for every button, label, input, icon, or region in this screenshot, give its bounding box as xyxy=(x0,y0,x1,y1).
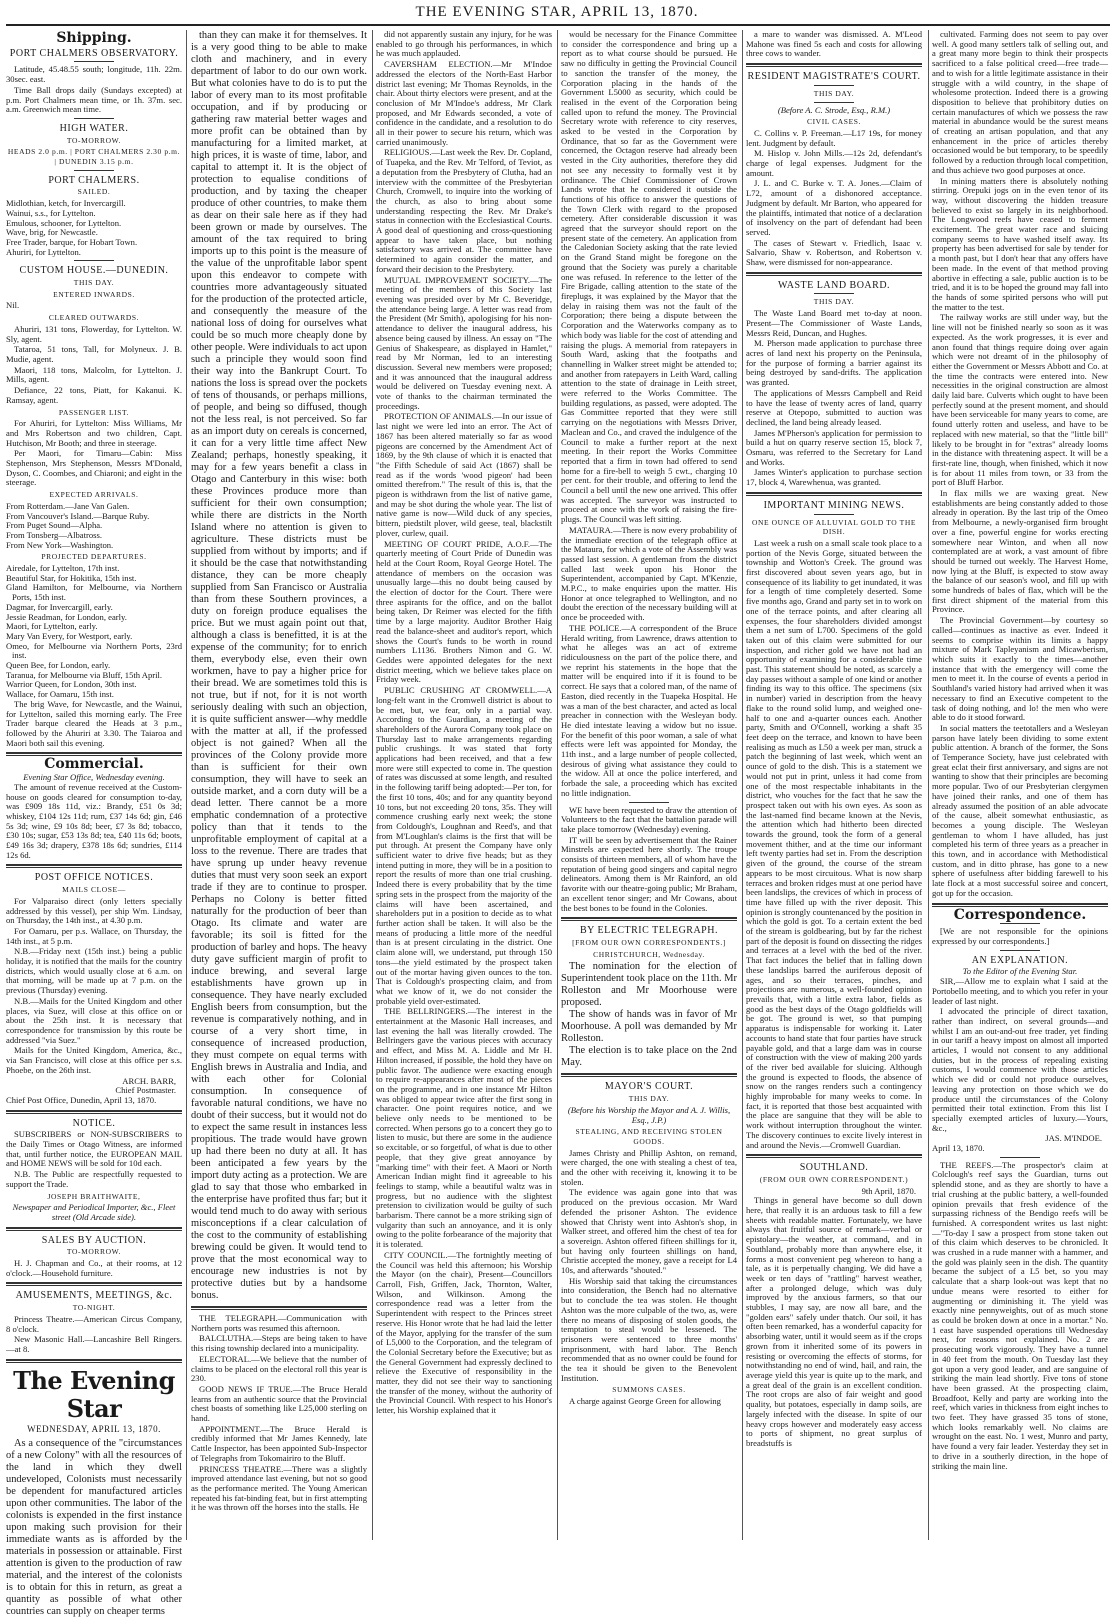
short-rule xyxy=(814,293,854,294)
section-subheading: PROJECTED DEPARTURES. xyxy=(41,552,147,562)
article-paragraph: H. J. Chapman and Co., at their rooms, at 12 o'clock.—Household furniture. xyxy=(6,1258,182,1278)
section-heading: WASTE LAND BOARD. xyxy=(777,279,891,291)
article-paragraph: MATAURA.—There is now every probability of the immediate erection of the telegraph office at the Mataura, for which a vote of the Assembly was passed last session. A gentleman from the district called last week upon his Honor the Superintendent, accompanied by Capt. M'Kenzie, M.P.C., to make enquiries upon the matter. His Honor at once telegraphed to Wellington, and no doubt the erection of the necessary building will at once be proceeded with. xyxy=(561,524,737,623)
list-line: Wave, brig, for Newcastle. xyxy=(6,227,98,238)
article-paragraph: For Oamaru, per p.s. Wallace, on Thursday, the 14th inst., at 5 p.m. xyxy=(6,925,182,946)
article-paragraph: M. Hislop v. John Mills.—12s 2d, defendant's charge of legal expenses. Judgment for the amount. xyxy=(746,148,922,178)
article-paragraph: Defiance, 22 tons, Piatt, for Kakanui. K. Ramsay, agent. xyxy=(6,385,182,405)
article-paragraph: New Masonic Hall.—Lancashire Bell Ringers.—at 8. xyxy=(6,1334,182,1354)
short-rule xyxy=(74,61,114,62)
section-subheading: STEALING, AND RECEIVING STOLEN GOODS. xyxy=(575,1127,723,1146)
section-subheading: ONE OUNCE OF ALLUVIAL GOLD TO THE DISH. xyxy=(751,517,917,537)
column-1 xyxy=(6,30,182,1618)
short-rule xyxy=(1000,1157,1040,1158)
article-paragraph: did not apparently sustain any injury, for he was enabled to go through his performances, in which he was much applauded. xyxy=(376,29,552,59)
list-line: Airedale, for Lyttelton, 17th inst. xyxy=(6,563,120,574)
list-line: Chief Post Office, Dunedin, April 13, 1870. xyxy=(6,1094,157,1105)
article-paragraph: Things in general have become so dull down here, that really it is an arduous task to fill a few sheets with readable matter. Fortunately, we have always that fruitful source of remark—verbal or epistolary—the weather, at command, and in Southland, probably more than anywhere else, it forms a most convenient peg whereon to hang a tale, as it is perpetually changing. We did have a week or ten days of "rattling" harvest weather, after a prolonged deluge, which was duly improved by the anxious farmers, so that our stubbles, I may say, are now all bare, and the "golden ears" safely under thatch. Our soil, it has often been remarked, has a wonderful capacity for absorbing water, until it would seem as if the crops grown from it inherited some of its powers in resisting or overcoming the effects of storms, for notwithstanding no end of wind, hail, and rain, the average yield this year is quite up to the mark, and a great deal of the grain is an excellent condition. The root crops are also of fair weight and good quality, but potatoes, especially in damp soils, are largely infected with the disease. In spite of our heavy crops however and moderately easy access to ports of shipment, no great surplus of breadstuffs is xyxy=(746,1195,922,1448)
section-subheading: SAILED. xyxy=(77,187,111,197)
section-subheading: CIVIL CASES. xyxy=(806,117,861,127)
article-paragraph: M. Pherson made application to purchase three acres of land next his property on the Peninsula, for the purpose of forming a barrier against its being destroyed by sand-drifts. The application was granted. xyxy=(746,338,922,388)
italic-line: Newspaper and Periodical Importer, &c., Fleet street (Old Arcade side). xyxy=(12,1202,176,1222)
article-paragraph: Per Maori, for Timaru—Cabin: Miss Stephenson, Mrs Stephenson, Messrs M'Donald, Dyson, C. Coombes, and Chiaroni; and eight in the steerage. xyxy=(6,448,182,488)
section-subheading: EXPECTED ARRIVALS. xyxy=(49,490,139,500)
section-divider xyxy=(932,903,1108,907)
section-heading: POST OFFICE NOTICES. xyxy=(34,872,154,884)
article-paragraph: Mails for the United Kingdom, America, &c., via San Francisco, will close at this office per s.s. Phoebe, on the 26th inst. xyxy=(6,1045,182,1075)
italic-line: (Before A. C. Strode, Esq., R.M.) xyxy=(777,104,891,115)
list-line: Gland Hamilton, for Melbourne, via Northern Ports, 15th inst. xyxy=(6,582,182,603)
blackletter-heading: Correspondence. xyxy=(953,906,1087,923)
article-paragraph: THE BELLRINGERS.—The interest in the entertainment at the Masonic Hall increases, and last evening the hall was literally crowded. The Bellringers gave the various pieces with accuracy and effect, and Miss M. A. Liddle and Mr H. Hilton increased, if possible, the hold they have on public favor. The audience were exacting enough to require re-appearances after most of the pieces on the programme, and in one instance Mr Hilton was obliged to appear twice after the first song in character. One point requires notice, and we believe only needs to be mentioned to be corrected. When persons go to a concert they go to listen to music, but there are some in the audience so excitable, or so forgetful, of what is due to other people, that they give great annoyance by "marking time" with their feet. A Maori or North American Indian might find it agreeable to his feelings to stamp, while a beautiful waltz was in progress, but no audience with the slightest pretension to civilization would be guilty of such barbarism. There cannot be a more striking sign of vulgarity than such an annoyance, and it is only owing to the polite forbearance of the majority that it is tolerated. xyxy=(376,1006,552,1250)
section-heading: PORT CHALMERS OBSERVATORY. xyxy=(9,47,179,59)
blackletter-heading: Shipping. xyxy=(56,30,132,46)
italic-line: Evening Star Office, Wednesday evening. xyxy=(23,772,165,783)
section-subheading: JOSEPH BRAITHWAITE, xyxy=(47,1191,141,1201)
newspaper-masthead: THE EVENING STAR, APRIL 13, 1870. xyxy=(415,4,699,20)
column-4 xyxy=(561,30,737,1540)
column-divider xyxy=(186,30,187,1540)
section-divider xyxy=(746,272,922,276)
article-paragraph: For Ahuriri, for Lyttelton: Miss Williams, Mr and Mrs Robertson and two children, Capt. Hutchison, Mr Booth; and three in steerage. xyxy=(6,418,182,448)
column-divider xyxy=(372,30,373,1540)
list-line: Warrior Queen, for London, 30th inst. xyxy=(6,679,137,690)
leader-paragraph: As a consequence of the "circumstances of a new Colony" with all the resources of the land in which they dwell undeveloped, Colonists must necessarily be dependent for manufactured articles upon other communities. The labor of the colonists is expended in the first instance upon making such provision for their immediate wants as is afforded by the materials in possession or attainable. First attention is given to the production of raw material, and the interest of the colonists is to obtain for this in return, as great a quantity as possible of what other countries can supply on cheaper terms xyxy=(6,1438,182,1618)
section-divider xyxy=(561,1073,737,1077)
section-subheading: THIS DAY. xyxy=(813,88,855,98)
section-subheading: TO-MORROW. xyxy=(66,1247,122,1257)
leader-paragraph: The election is to take place on the 2nd May. xyxy=(561,1045,737,1069)
article-paragraph: The railway works are still under way, but the line will not be finished nearly so soon as it was expected. As the work progresses, it is ever and anon found that things require doing over again which were not dreamt of in the philosophy of either the Government or Messrs Abbott and Co. at the time the contracts were entered into. New necessities in the original construction are almost daily laid bare. Culverts which ought to have been perfectly sound at the present moment, and should have been serviceable for many years to come, are found utterly rotten and useless, and have to be replaced with new material, so that the "little bill" likely to be brought in for "extras" already looms in the distance with threatening aspect. It will be a first-rate line, though, when finished, which it now is for about 11 miles from town, or 33 from the port of Bluff Harbor. xyxy=(932,312,1108,488)
article-paragraph: THE TELEGRAPH.—Communication with Northern ports was resumed this afternoon. xyxy=(191,1313,367,1333)
article-paragraph: N.B.—Mails for the United Kingdom and other places, via Suez, will close at this office on or about the 25th inst. It is necessary that correspondence for transmission by this route be addressed "via Suez." xyxy=(6,995,182,1045)
section-divider xyxy=(746,1154,922,1158)
article-paragraph: The Waste Land Board met to-day at noon. Present—The Commissioner of Waste Lands, Messrs Reid, Duncan, and Hughes. xyxy=(746,308,922,338)
section-divider xyxy=(561,917,737,921)
list-line: Midlothian, ketch, for Invercargill. xyxy=(6,198,126,209)
section-heading: AMUSEMENTS, MEETINGS, &c. xyxy=(15,1290,173,1302)
section-heading: SOUTHLAND. xyxy=(799,1162,869,1174)
list-line: Taranua, for Melbourne via Bluff, 15th April. xyxy=(6,669,163,680)
italic-line: To the Editor of the Evening Star. xyxy=(962,966,1078,977)
section-heading: BY ELECTRIC TELEGRAPH. xyxy=(580,925,718,937)
section-heading: SALES BY AUCTION. xyxy=(41,1234,147,1246)
section-subheading: HEADS 2.0 p.m. | PORT CHALMERS 2.30 p.m. | DUNEDIN 3.15 p.m. xyxy=(7,147,181,167)
leader-paragraph: than they can make it for themselves. It is a very good thing to be able to make cloth and machinery, and in every department of labor to do our own work. But what colonies have to do is to put the labor of every man to its most profitable occupation, and if by producing or gathering raw material better wages and more profit can be obtained than by manufacturing for a limited market, at high prices, it is waste of time, labor, and capital to attempt it. It is the object of protection to equalise conditions of production, and by taxing the cheaper produce of other countries, to make them as dear on their sale here as if they had been grown or made by ourselves. The amount of the tax required to bring imports up to this point is the measure of the value of the unprofitable labor spent upon this endeavor to compete with countries more advantageously situated for the production of the protected article, and consequently the measure of the national loss of doing for ourselves what could be so much more cheaply done by other people. Were individuals to act upon such a principle they would soon find their way into the Bankrupt Court. To nations the loss is spread over the pockets of tens of thousands, or perhaps millions, of people, and being so diffused, though not the less real, is not perceived. So far as an import duty on cereals is concerned, it can for a very little time affect New Zealand; perhaps, honestly speaking, it may for a few years benefit a class in Otago and Canterbury in this wise: both these Provinces produce more than sufficient for their own consumption; while there are districts in the North Island where no attention is given to agriculture. These districts must be supplied from without by imports; and if it should be the case that notwithstanding distance, they can be more cheaply supplied from San Francisco or Australia than from these Southern provinces, a duty on foreign produce equalises the price. But we must again point out that, although a class is benefitted, it is at the expense of the community; for to enrich them, everybody else, even their own workmen, have to pay a higher price for their bread. We are sometimes told this is not true, but if not, for it is not worth seriously dealing with such an objection, it is quite sufficient answer—why meddle with the matter at all, if the professed object is not gained? When all the provinces of the Colony provide more than is sufficient for their own consumption, they will have to seek an outside market, and a corn duty will be a dead letter. There cannot be a more emphatic condemnation of a protective policy than that it tends to the unprofitable employment of capital at a loss to the revenue. There are trades that have sprung up under heavy revenue duties that must very soon seek an export trade if they are to continue to prosper. Perhaps no Colony is better fitted naturally for the production of beer than Otago. Its climate and water are favorable; its soil is fitted for the production of barley and hops. The heavy duty gave sufficient margin of profit to induce brewing, and several large establishments have grown up in consequence. They have nearly excluded English beers from consumption, but the revenue is comparatively nothing, and in course of a very short time, in consequence of increased production, they must compete on equal terms with English brews in Australia and India, and with each other for Colonial consumption. In consequence of favorable natural conditions, we have no doubt of their success, but it would not do to expect the same result in instances less propitious. The trade would have grown up had there been no duty at all. It has been anticipated a few years by the import duty acting as a protection. We are glad to say that those who embarked in the enterprise have profited thus far; but it would tend much to do away with serious misconceptions if a clear calculation of the cost to the community of establishing brewing could be given. It would tend to prove that the most economical way to encourage new industries is not by protective duties but by a handsome bonus. xyxy=(191,30,367,1301)
section-divider xyxy=(6,864,182,868)
article-paragraph: In social matters the teetotallers and a Wesleyan parson have lately been dividing to some extent public attention. A branch of the former, the Sons of Temperance Society, have just celebrated with great eclat their first anniversary, and signs are not wanting to show that their principles are becoming more popular. Two of our Presbyterian clergymen have joined their ranks, and one of them has already assumed the position of an able advocate of the cause, albeit somewhat enthusiastic, as becomes a young disciple. The Wesleyan gentleman to whom I have alluded, has just completed his term of three years as a preacher in this town, and in accordance with Methodistical custom, and in ditto phrase, has gone to a new sphere of usefulness after bidding farewell to his late flock at a most successful soiree and concert, got up for the occasion. xyxy=(932,722,1108,898)
short-rule xyxy=(1000,923,1040,924)
article-paragraph: PUBLIC CRUSHING AT CROMWELL.—A long-felt want in the Cromwell district is about to be met, but, we fear, only in a partial way. According to the Guardian, a meeting of the shareholders of the Aurora Company took place on Thursday last to make arrangements regarding public crushings. It was stated that forty applications had been received, and that a few more were still expected to come in. The question of rates was discussed at some length, and resulted in the following tariff being adopted:—Per ton, for the first 10 tons, 40s; and for any quantity beyond 10 tons, but not exceeding 20 tons, 35s. They will commence crushing early next week; the stone from Coldough's, Loughnan and Reed's, and that from M'Loughlan's claims is the first that will be put through. At present the Company have only sufficient water to drive five heads; but as they intend putting in more, they will be in a position to report the results of more than one trial crushing. Indeed there is every probability that by the time spring sets in the prospect from the majority of the claims will have been ascertained, and shareholders put in a position to decide as to what further action shall be taken. It will also be the means of producing a little more of the needful than is at present circulating in the district. One claim alone will, we understand, put through 150 tons—the yield estimated by the prospect taken out of the mortar having given ounces to the ton. That is Coldough's prospecting claim, and from what we know of it, we do not consider the probable yield over-estimated. xyxy=(376,685,552,1006)
list-line: Emulous, schooner, for Lyttelton. xyxy=(6,217,122,228)
section-heading: CUSTOM HOUSE.—DUNEDIN. xyxy=(19,265,169,277)
short-rule xyxy=(814,102,854,103)
section-heading: RESIDENT MAGISTRATE'S COURT. xyxy=(747,71,921,83)
section-heading: MAYOR'S COURT. xyxy=(604,1081,694,1093)
short-rule xyxy=(814,85,854,86)
section-divider xyxy=(191,1306,367,1310)
article-paragraph: The evidence was again gone into that was produced on the previous occasion. Mr Ward defended the prisoner Ashton. The evidence showed that Christy went into Ashton's shop, in Walker street, and offered him the chest of tea for a sovereign. Ashton offered fifteen shillings for it, but having only fourteen shillings on hand, Christie accepted the money, gave a receipt for L4 10s, and afterwards "shouted." xyxy=(561,1187,737,1276)
column-3 xyxy=(376,30,552,1540)
section-subheading: PASSENGER LIST. xyxy=(58,407,130,417)
short-rule xyxy=(1000,950,1040,951)
newspaper-title: The Evening Star xyxy=(13,1365,175,1423)
signature-line: 9th April, 1870. xyxy=(861,1185,916,1196)
section-heading: AN EXPLANATION. xyxy=(971,954,1069,966)
issue-date: WEDNESDAY, APRIL 13, 1870. xyxy=(27,1423,161,1434)
list-line: From Vancouver's Island.—Barque Ruby. xyxy=(6,510,150,521)
article-paragraph: RELIGIOUS.—Last week the Rev. Dr. Copland, of Tuapeka, and the Rev. Mr Telford, of Teviot, as a deputation from the Presbytery of Clutha, had an interview with the committee of the Presbyterian Church, Cromwell, to inquire into the working of the church, as also to bring about some understanding respecting the Rev. Mr Drake's status in connection with the Ecclesiastical Courts. A good deal of questioning and cross-questioning appear to have taken place, but nothing satisfactory was arrived at. The committee have determined to again consider the matter, and forward their decision to the Presbytery. xyxy=(376,147,552,274)
list-line: From Puget Sound—Alpha. xyxy=(6,520,103,531)
article-paragraph: J. L. and C. Burke v. T. A. Jones.—Claim of L72, amount of a dishonored acceptance. Judgment by default. Mr Barton, who appeared for the plaintiffs, intimated that notice of a declaration of insolvency on the part of defendant had been served. xyxy=(746,178,922,237)
article-paragraph: Latitude, 45.48.55 south; longitude, 11h. 22m. 30sec. east. xyxy=(6,64,182,85)
section-subheading: MAILS CLOSE— xyxy=(62,885,126,895)
article-paragraph: APPOINTMENT.—The Bruce Herald is credibly informed that Mr James Kennedy, late Cattle Inspector, has been appointed Sub-Inspector of Telegraphs from Tokomairiro to the Bluff. xyxy=(191,1423,367,1463)
article-paragraph: A charge against George Green for allowing xyxy=(569,1396,721,1407)
italic-line: (Before his Worship the Mayor and A. J. Willis, Esq., J.P.) xyxy=(567,1104,731,1125)
article-paragraph: MEETING OF COURT PRIDE, A.O.F.—The quarterly meeting of Court Pride of Dunedin was held at the Court Room, Royal George Hotel. The attendance of members on the occasion was unusually large—this no doubt being caused by the election of doctor for the Court. There were three aspirants for the office, and on the ballot being taken, Dr Reimer was elected for the fifth time by a large majority. Auditor Brother Haig read the balance-sheet and auditor's report, which shows the Court's funds to be worth in round numbers L1136. Brothers Nimon and G. W. Geddes were appointed delegates for the next district meeting, which we believe takes place on Friday week. xyxy=(376,538,552,685)
section-subheading: SUMMONS CASES. xyxy=(612,1385,686,1395)
article-paragraph: Maori, 118 tons, Malcolm, for Lyttelton. J. Mills, agent. xyxy=(6,364,182,385)
article-paragraph: CITY COUNCIL.—The fortnightly meeting of the Council was held this afternoon; his Worship the Mayor (on the chair), Present—Councillors Carroll, Fish, Griffen, Jack, Thornton, Walter, Wilson, and Wilkinson. Among the correspondence read was a letter from the Superintendent with respect to the Princes street reserve. His Honor wrote that he had laid the letter of the Mayor, applying for the transfer of the sum of L5,000 to the Corporation, and the telegram of the Colonial Secretary before the Executive; but as the General Government had expressly declined to relieve the Executive of responsibility in the matter, they did not see their way to sanctioning the transfer of the money, without the authority of the Provincial Council. With respect to his Honor's letter, his Worship explained that it xyxy=(376,1249,552,1416)
article-paragraph: ELECTORAL.—We believe that the number of claims to be placed on the electoral roll this year is 230. xyxy=(191,1353,367,1384)
signature-line: JAS. M'INDOE. xyxy=(1045,1133,1102,1144)
section-divider xyxy=(746,63,922,67)
section-subheading: [FROM OUR OWN CORRESPONDENTS.] xyxy=(572,937,726,947)
list-line: Free Trader, barque, for Hobart Town. xyxy=(6,236,138,247)
article-paragraph: GOOD NEWS IF TRUE.—The Bruce Herald learns from an authentic source that the Provincial chest boasts of something like L25,000 sterling on hand. xyxy=(191,1383,367,1424)
article-paragraph: N.B. The Public are respectfully requested to support the Trade. xyxy=(6,1169,182,1189)
column-5 xyxy=(746,30,922,1540)
article-paragraph: For Valparaiso direct (only letters specially addressed by this vessel), per ship Wm. Lindsay, on Thursday, the 14th inst., at 4.30 p.m. xyxy=(6,895,182,926)
list-line: Dagmar, for Invercargill, early. xyxy=(6,601,113,612)
list-line: Jessie Readman, for London, early. xyxy=(6,611,127,622)
leader-paragraph: The show of hands was in favor of Mr Moorhouse. A poll was demanded by Mr Rolleston. xyxy=(561,1009,737,1045)
section-subheading: THIS DAY. xyxy=(813,297,855,307)
section-subheading: CHRISTCHURCH, Wednesday. xyxy=(593,949,705,959)
article-paragraph: I advocated the principle of direct taxation, rather than indirect, on several grounds—and whilst I am an out-and-out free trader, yet finding in our tariff a heavy impost on almost all imported articles, I would not consent to any additional duties, but in the process of repealing existing customs, I would commence with those articles which we did or could not produce ourselves, leaving any protection on those which we do produce until the circumstances of the Colony permitted their total extinction. From this list I specially exempted articles of luxury.—Yours, &c., xyxy=(932,1006,1108,1133)
column-divider xyxy=(557,30,558,1540)
article-paragraph: CAVERSHAM ELECTION.—Mr M'Indoe addressed the electors of the North-East Harbor district last evening; Mr Thomas Reynolds, in the chair. About thirty electors were present, and at the conclusion of Mr M'Indoe's address, Mr Clark proposed, and Mr Edwards seconded, a vote of confidence in the candidate, and a resolution to do all in their power to secure his return, which was carried unanimously. xyxy=(376,59,552,147)
article-paragraph: PROTECTION OF ANIMALS.—In our issue of last night we were led into an error. The Act of 1867 has been altered materially so far as wood pigeons are concerned by the Amendment Act of 1869, by the 9th clause of which it is enacted that "the Fifth Schedule of said Act (1867) shall be read as if the words 'wood pigeon' had been omitted therefrom." The result of this is, that the pigeon is withdrawn from the list of native game, and may be shot during the whole year. The list of native game is now—Wild duck of any species, bittern, piedstilt plover, wild geese, teal, blackstilt plover, curlew, quail. xyxy=(376,411,552,538)
section-subheading: TO-MORROW. xyxy=(66,135,122,145)
section-divider xyxy=(746,492,922,496)
list-line: Nil. xyxy=(6,300,20,311)
section-subheading: CLEARED OUTWARDS. xyxy=(48,313,140,323)
short-rule xyxy=(74,260,114,261)
article-paragraph: His Worship said that taking the circumstances into consideration, the Bench had no alternative but to conclude the tea was stolen. He thought Ashton was the more culpable of the two, as, were there no means of disposing of stolen goods, the temptation to steal would be lessened. The prisoners were sentenced to three months' imprisonment, with hard labor. The Bench recommended that as no owner could be found for the tea it should be given to the Benevolent Institution. xyxy=(561,1275,737,1383)
short-rule xyxy=(814,514,854,515)
signature-line: ARCH. BARR, xyxy=(122,1075,176,1086)
article-paragraph: Princess Theatre.—American Circus Company, 8 o'clock. xyxy=(6,1313,182,1334)
article-paragraph: MUTUAL IMPROVEMENT SOCIETY.—The meeting of the members of this Society last evening was presided over by Mr C. Beveridge, the attendance being large. A letter was read from the President (Mr Smith), apologising for his non-attendance to deliver the inaugural address, his absence being caused by illness. An essay on "The Genius of Shakespeare, as displayed in Hamlet," read by Mr Norman, led to an interesting discussion. Several new members were proposed; and it was announced that the inaugural address would be delivered on Tuesday evening next. A vote of thanks to the chairman terminated the proceedings. xyxy=(376,274,552,411)
section-subheading: THIS DAY. xyxy=(628,1094,670,1104)
list-line: Mary Van Every, for Westport, early. xyxy=(6,630,133,641)
article-paragraph: BALCLUTHA.—Steps are being taken to have this rising township declared into a municipality. xyxy=(191,1333,367,1354)
article-paragraph: SIR,—Allow me to explain what I said at the Portobello meeting, and to which you refer in your leader of last night. xyxy=(932,976,1108,1006)
list-line: April 13, 1870. xyxy=(932,1143,985,1154)
article-paragraph: James Christy and Phillip Ashton, on remand, were charged, the one with stealing a chest of tea, and the other with receiving it, knowing it to be stolen. xyxy=(561,1147,737,1187)
list-line: Ahuriri, for Lyttelton. xyxy=(6,246,81,257)
article-paragraph: a mare to wander was dismissed. A. M'Leod Mahone was fined 5s each and costs for allowing three cows to wander. xyxy=(746,29,922,59)
list-line: Wainui, s.s., for Lyttelton. xyxy=(6,207,96,218)
article-paragraph: PRINCESS THEATRE.—There was a slightly improved attendance last evening, but not so good as the performance merited. The Young American repeated his fat-binding feat, but in first attempting it he was thrown off the horses into the stalls. He xyxy=(191,1463,367,1513)
article-paragraph: The amount of revenue received at the Custom-house on goods cleared for consumption to-day, was £909 18s 11d, viz.: Brandy, £51 0s 3d; whiskey, £104 12s 11d; rum, £37 14s 6d; gin, £46 5s 3d; wine, £9 10s 8d; beer, £7 3s 8d; tobacco, £30 10s; sugar, £53 13s 8d; tea, £40 11s 6d; boots, £49 16s 3d; drapery, £378 18s 6d; sundries, £114 12s 6d. xyxy=(6,781,182,860)
article-paragraph: James M'Pherson's application for permission to build a hut on quarry reserve section 15, block 7, Osmaru, was referred to the Secretary for Land and Works. xyxy=(746,427,922,467)
list-line: Wallace, for Oamaru, 15th inst. xyxy=(6,689,114,700)
signature-line: Chief Postmaster. xyxy=(115,1085,176,1096)
section-heading: NOTICE. xyxy=(72,1117,116,1129)
short-rule xyxy=(74,118,114,119)
top-rule xyxy=(6,24,1110,26)
section-divider xyxy=(6,1359,182,1363)
section-subheading: ENTERED INWARDS. xyxy=(53,289,135,299)
article-paragraph: The cases of Stewart v. Friedlich, Isaac v. Salvario, Shaw v. Robertson, and Robertson v. Shaw, were dismissed for non-appearance. xyxy=(746,237,922,268)
article-paragraph: James Winter's application to purchase section 17, block 4, Warewhenua, was granted. xyxy=(746,467,922,488)
column-2 xyxy=(191,30,367,1540)
section-divider xyxy=(6,1110,182,1114)
list-line: Beautiful Star, for Hokitika, 15th inst. xyxy=(6,572,137,583)
article-paragraph: In flax mills we are waxing great. New establishments are being constantly added to those already in operation. By the last trip of the Omeo from Melbourne, a newly-organised firm brought over a fine, powerful engine for works erecting somewhere near Winton, and when all now contemplated are at work, a vast amount of fibre should be turned out weekly. The Harvest Home, now lying at the Bluff, is expected to stow away the balance of our season's wool, and fill up with some hundreds of bales of flax, which will be the first direct shipment of the material from this Province. xyxy=(932,488,1108,615)
article-paragraph: C. Collins v. P. Freeman.—L17 19s, for money lent. Judgment by default. xyxy=(746,127,922,148)
article-paragraph: N.B.—Friday next (15th inst.) being a public holiday, it is notified that the mails for the country districts, which would usually close at 6 a.m. on that morning, will be made up at 7 p.m. on the previous (Thursday) evening. xyxy=(6,946,182,996)
article-paragraph: Ahuriri, 131 tons, Flowerday, for Lyttelton. W. Sly, agent. xyxy=(6,323,182,344)
article-paragraph: THE POLICE.—A correspondent of the Bruce Herald writing, from Lawrence, draws attention to what he alleges was an act of extreme ridiculousness on the part of the police there, and we reprint his statements in the hope that the matter will be enquired into if it is found to be correct. He says that a colored man, of the name of Easton, died recently in the Tuapeka Hospital. He was a man of the best character, and acted as local preacher in connection with the Wesleyan body. He died intestate leaving a widow but no issue. For the benefit of this poor woman, a sale of what effects were left was appointed for Monday, the 11th inst., and a large number of people collected, desirous of giving what assistance they could to the widow. All at once the police interfered, and forbade the sale, a proceeding which has excited no little indignation. xyxy=(561,622,737,798)
article-paragraph: The brig Wave, for Newcastle, and the Wainui, for Lyttelton, sailed this morning early. The Free Trader barque cleared the Heads at 3 p.m., followed by the Ahuriri at 3.30. The Taiaroa and Maori both sail this evening. xyxy=(6,698,182,748)
leader-paragraph: The nomination for the election of Superintendent took place on the 11th. Mr Rolleston and Mr Moorhouse were proposed. xyxy=(561,961,737,1009)
list-line: Maori, for Lyttelton, early. xyxy=(6,621,98,632)
article-paragraph: SUBSCRIBERS or NON-SUBSCRIBERS to the Daily Times or Otago Witness, are informed that, until further notice, the EUROPEAN MAIL and HOME NEWS will be sold for 10d each. xyxy=(6,1129,182,1169)
section-subheading: TO-NIGHT. xyxy=(72,1303,116,1313)
column-divider xyxy=(742,30,743,1540)
article-paragraph: [We are not responsible for the opinions expressed by our correspondents.] xyxy=(932,926,1108,946)
article-paragraph: cultivated. Farming does not seem to pay over well. A good many settlers talk of selling out, and a great many more begin to think their prospects sacrificed to a false political creed—free trade—and to wish for a little legitimate assistance in their struggle with a wild country, in the shape of wholesome protection. Indeed there is a growing disposition to believe that prohibitory duties on certain manufactures of which we possess the raw material in abundance would be the surest means of creating an artisan population, and that any enhancement in the price of articles thereby occasioned would be but temporary, to be speedily followed by a reduction through local competition, and thus achieve two good purposes at once. xyxy=(932,29,1108,175)
column-divider xyxy=(928,30,929,1540)
article-paragraph: The Provincial Government—by courtesy so called—continues as inactive as ever. Indeed it seems to comprise within its limits a happy mixture of Mark Tapleyanism and Micawberism, which suits it exactly to the times—another instance that with the emergency will come the men to meet it. In the course of events a period in Southland's varied history had arrived when it was necessary to find an Executive competent to the task of doing nothing, and lo! the men who were able to do it stood forward. xyxy=(932,615,1108,723)
section-subheading: THIS DAY. xyxy=(73,278,115,288)
article-paragraph: In mining matters there is absolutely nothing stirring. Orepuki jogs on in the even tenor of its way, without discovering the hidden treasure believed to exist so largely in its neighborhood. The Longwood reefs have ceased to ferment excitement. The great water race and sluicing company seems to have washed itself away. Its property has been advertised for sale by tender for a month past, but I don't hear that any offers have been made. In the event of that method proving abortive in effecting a sale, public auction is to be tried, and it is to be hoped the ground may fall into the hands of some spirited persons who will put the matter to the test. xyxy=(932,175,1108,312)
section-heading: HIGH WATER. xyxy=(59,122,129,134)
article-paragraph: IT will be seen by advertisement that the Rainer Minstrels are expected here shortly. The troupe consists of thirteen members, all of whom have the reputation of being good singers and capital negro delineators. Among them is Mr Rainford, an old favorite with our theatre-going public; Mr Braham, an excellent tenor singer; and Mr Cowans, about the best bones to be found in the Colonies. xyxy=(561,834,737,913)
article-paragraph: THE REEFS.—The prospector's claim at Colclough's reef says the Guardian, turns out splendid stone, and as they are shortly to have a trial crushing at the public battery, a well-founded opinion prevails that fresh evidence of the surpassing richness of the Bendigo reefs will be furnished. A correspondent writes us last night:—"To-day I saw a prospect from stone taken out of this claim which deserves to be chronicled. It was crushed in a rude manner with a hammer, and the gold was plainly seen in the dish. The quantity became the subject of a L5 bet, so you may calculate that a sharp look-out was kept that no undue means were resorted to either for augmenting or diminishing it. The yield was exactly nine pennyweights, out of as much stone as could be broken down at once in a mortar." No. 1 east have suspended operations till Wednesday next, for reasons not explained. No. 2 are prosecuting work vigorously. They have a tunnel in 40 feet from the mouth. On Tuesday last they got upon a very good leader, and are sanguine of striking the main lead shortly. Five tons of stone have been grassed. At the prospecting claim, Broadfoot, Kelly and party are working into the reef, which varies in thickness from eight inches to two feet. They have grassed 35 tons of stone, which looks remarkably well. No claims are wrought on the east. No. 1 west, Munro and party, have found a very fair leader. Yesterday they set in to drive in a southerly direction, in the hope of striking the main line. xyxy=(932,1159,1108,1471)
section-divider xyxy=(6,1227,182,1231)
list-line: Queen Bee, for London, early. xyxy=(6,660,111,671)
article-paragraph: Time Ball drops daily (Sundays excepted) at p.m. Port Chalmers mean time, or 1h. 37m. sec. a.m. Greenwich mean time. xyxy=(6,84,182,115)
list-line: Omeo, for Melbourne via Northern Ports, 23rd inst. xyxy=(6,640,182,661)
short-rule xyxy=(629,802,669,803)
section-divider xyxy=(6,1282,182,1286)
article-paragraph: WE have been requested to draw the attention of Volunteers to the fact that the battalion parade will take place tomorrow (Wednesday) evening. xyxy=(561,804,737,834)
list-line: From Rotterdam.—Jane Van Galen. xyxy=(6,500,130,511)
section-subheading: (FROM OUR OWN CORRESPONDENT.) xyxy=(759,1174,909,1184)
article-paragraph: Last week a rush on a small scale took place to a portion of the Nevis Gorge, situated between the township and Wotton's Creek. The ground was first discovered about seven years ago, but in consequence of its liability to get inundated, it was for a length of time completely deserted. Some five months ago, Grand and party set in to work on one of the terrace points, and after clearing all expenses, the four shareholders divided amongst them a net sum of L700. Specimens of the gold taken out of this claim were submitted for our inspection, and richer gold we have not had an opportunity of examining for a considerable time past. This statement should be noted, as scarcely a day passes without a sample of one kind or another finding its way to this office. The specimens (six in number) varied in description from the heavy flake to the round solid lump, and weighed one-half to one and a-quarter ounces each. Another party, Smith and O'Connell, working a shaft 35 feet deep on the terrace, and known to have been realising as much as L50 a week per man, struck a patch the beginning of last week, which went an ounce of gold to the dish. This is a statement we would not put in print, unless it had come from one of the most respectable inhabitants in the district, who vouches for the fact that he saw the prospect taken out with his own eyes. As soon as the last-named find became known at the Nevis, the attention which had hitherto been directed towards the ground, took the form of a general movement thither, and at the time our informant left twenty parties had set in. From the description given of the ground, the course of the stream appears to be most circuitous. What is now sharp terraces and broken ridges must at one period have been landslips, the crevices of which in process of time have filled up with the river deposit. This opinion is strongly countenanced by the position in which the gold is got. To a certain extent the bed of the stream is goldbearing, but by far the richest part of the deposit is found on dissecting the ridges and terraces at a level with the bed of the river. That fact induces the belief that in falling down these landslips barred the auriferous deposit of ages, and so their terraces, pinches, and projections are numerous, a well-founded opinion prevails that, with a little extra labor, fields as good as the best days of the Otago goldfields will be got. The ground is wet, so that pumping apparatus is indispensable for working it. Later accounts to hand state that four parties have struck payable gold, and that a large dam was in course of construction with the view of making 200 yards of the river bed available for sluicing. Although the ground is expected to floods, the absence of snow on the ranges renders such a contingency highly improbable for many weeks to come. In fact, it is reported that those best acquainted with the place are sanguine that they will be able to work without interruption throughout the winter. The discovery continues to excite lively interest in and around the Nevis.—Cromwell Guardian. xyxy=(746,537,922,1150)
blackletter-heading: Commercial. xyxy=(44,756,144,773)
article-paragraph: The applications of Messrs Campbell and Reid to have the lease of twenty acres of land, quarry reserve at Otepopo, submitted to auction was declined, the land being already leased. xyxy=(746,387,922,427)
section-heading: IMPORTANT MINING NEWS. xyxy=(763,499,905,511)
article-paragraph: Tataroa, 51 tons, Tall, for Molyneux. J. B. Mudie, agent. xyxy=(6,344,182,364)
list-line: From New York—Washington. xyxy=(6,539,114,550)
section-heading: PORT CHALMERS. xyxy=(48,174,140,186)
column-6 xyxy=(932,30,1108,1540)
article-paragraph: would be necessary for the Finance Committee to consider the correspondence and bring up a report as to what course should be pursued. He saw no difficulty in getting the Provincial Council to sanction the transfer of the money, the Corporation placing in the hands of the Government L5000 as security, which could be realised in the event of the Corporation being called upon to refund the money. The Provincial Secretary wrote with reference to city reserves, asked to be vested in the Corporation by Ordinance, that so far as the Government were concerned, the Octagon reserve had already been vested in the City authorities, therefore they did not see any necessity to formally vest it by ordinance. The Chief Commissioner of Crown Lands wrote that he considered it outside the functions of his office to answer the questions of the Town Clerk with regard to the proposed cemetery. After considerable discussion it was agreed that the surveyor should report on the present state of the cemetery. An application from the Caledonian Society asking that the rate levied on the Grand Stand might be foregone on the ground that the Society was purely a charitable one was refused. In reference to the letter of the Fire Brigade, calling attention to the state of the fireplugs, it was explained by the Mayor that the delay in raising them was not the fault of the Corporation; there being a dispute between the Corporation and the Waterworks company as to which body was liable for the cost of attending and raising the plugs. A memorial from ratepayers in South Ward, asking that the footpaths and channelling in Walker street might be attended to; and another from ratepayers in Leith Ward, calling attention to the state of drainage in Leith street, were referred to the Works Committee. The building regulations, as passed, were adopted. The Gas Committee reported that they were still carrying on the negotiations with Messrs Driver, Maclean and Co., and craved the indulgence of the Council to make a further report at the next meeting. In their report the Works Committee reported that a firm in town had offered to send home for a fire-bell to weigh 5 cwt., charging 10 per cent. for their trouble, and offering to lend the Council a bell until the new one arrived. This offer was accepted. The surveyor was instructed to proceed at once with the work of raising the fire-plugs. The Council was left sitting. xyxy=(561,29,737,525)
list-line: From Tonsberg—Albatross. xyxy=(6,529,102,540)
short-rule xyxy=(74,170,114,171)
